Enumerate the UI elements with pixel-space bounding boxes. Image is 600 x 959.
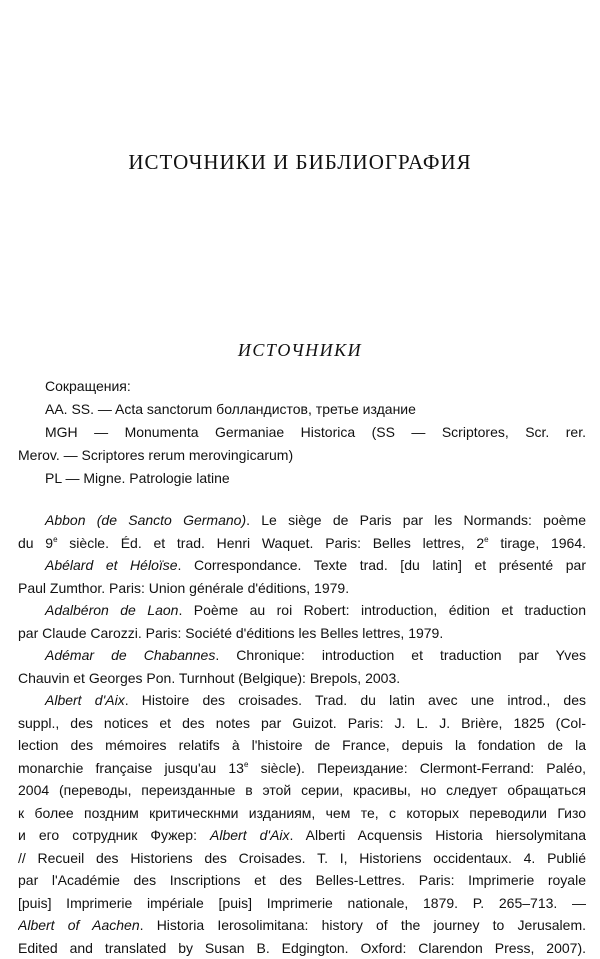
entry-author: Abélard et Héloïse [45, 557, 178, 573]
entry-text: и его сотрудник Фужер: [18, 827, 210, 843]
abbreviation-mgh-line1: MGH — Monumenta Germaniae Historica (SS — Scriptores, Scr. rer. [18, 421, 586, 444]
entry-text: Paul Zumthor. Paris: Union générale d'éditions, 1979. [18, 577, 586, 600]
entry-text: // Recueil des Historiens des Croisades. T. I, Historiens occidentaux. 4. Publié [18, 847, 586, 870]
entry-text: siècle). Переиздание: Clermont-Ferrand: Paléo, [248, 760, 586, 776]
bib-entry-abbon [18, 509, 586, 554]
bib-entry-abelard [18, 554, 586, 599]
entry-text: . Poème au roi Robert: introduction, édition et traduction [178, 602, 586, 618]
entry-text: par Claude Carozzi. Paris: Société d'éditions les Belles lettres, 1979. [18, 622, 586, 645]
entry-text: . Historia Ierosolimitana: history of the journey to Jerusalem. [140, 917, 586, 933]
abbreviations-block [18, 375, 586, 490]
entry-text: [puis] Imprimerie impériale [puis] Imprimerie nationale, 1879. P. 265–713. — [18, 892, 586, 915]
entry-text: par l'Académie des Inscriptions et des Belles-Lettres. Paris: Imprimerie royale [18, 869, 586, 892]
entry-text: 2004 (переводы, переизданные в этой серии, красивы, но следует обращаться [18, 779, 586, 802]
entry-author: Albert of Aachen [18, 917, 140, 933]
entry-author: Albert d'Aix [45, 692, 125, 708]
abbreviation-mgh-line2: Merov. — Scriptores rerum merovingicarum) [18, 444, 586, 467]
superscript: e [244, 760, 248, 769]
entry-author: Abbon (de Sancto Germano) [45, 512, 246, 528]
bib-entry-albert [18, 689, 586, 959]
entry-text: Chauvin et Georges Pon. Turnhout (Belgique): Brepols, 2003. [18, 667, 586, 690]
page-title: ИСТОЧНИКИ И БИБЛИОГРАФИЯ [0, 150, 600, 175]
entry-text: . Alberti Acquensis Historia hiersolymitana [290, 827, 586, 843]
entry-text: siècle. Éd. et trad. Henri Waquet. Paris: Belles lettres, 2 [58, 535, 485, 551]
entry-text: . Correspondance. Texte trad. [du latin] et présenté par [178, 557, 586, 573]
abbreviation-aa-ss: AA. SS. — Acta sanctorum болландистов, третье издание [18, 398, 586, 421]
entry-text: lection des mémoires relatifs à l'histoire de France, depuis la fondation de la [18, 734, 586, 757]
superscript: e [484, 535, 488, 544]
section-title: ИСТОЧНИКИ [0, 340, 600, 361]
entry-author: Albert d'Aix [210, 827, 290, 843]
entry-text: . Chronique: introduction et traduction par Yves [215, 647, 586, 663]
entry-text: к более поздним критическнми изданиям, чем те, с которых переводили Гизо [18, 802, 586, 825]
bib-entry-adalberon [18, 599, 586, 644]
entry-author: Adémar de Chabannes [45, 647, 215, 663]
abbreviations-heading: Сокращения: [18, 375, 586, 398]
bib-entry-ademar [18, 644, 586, 689]
entry-author: Adalbéron de Laon [45, 602, 178, 618]
entry-text: suppl., des notices et des notes par Guizot. Paris: J. L. J. Brière, 1825 (Col- [18, 712, 586, 735]
entry-text: tirage, 1964. [489, 535, 586, 551]
superscript: e [53, 535, 57, 544]
entry-text: monarchie française jusqu'au 13 [18, 760, 244, 776]
abbreviation-pl: PL — Migne. Patrologie latine [18, 467, 586, 490]
entry-text: . Le siège de Paris par les Normands: poème [246, 512, 586, 528]
entry-text: Edited and translated by Susan B. Edgington. Oxford: Clarendon Press, 2007). [18, 937, 586, 959]
bibliography-list [18, 509, 586, 959]
entry-text: . Histoire des croisades. Trad. du latin avec une introd., des [125, 692, 586, 708]
entry-text: du 9 [18, 535, 53, 551]
